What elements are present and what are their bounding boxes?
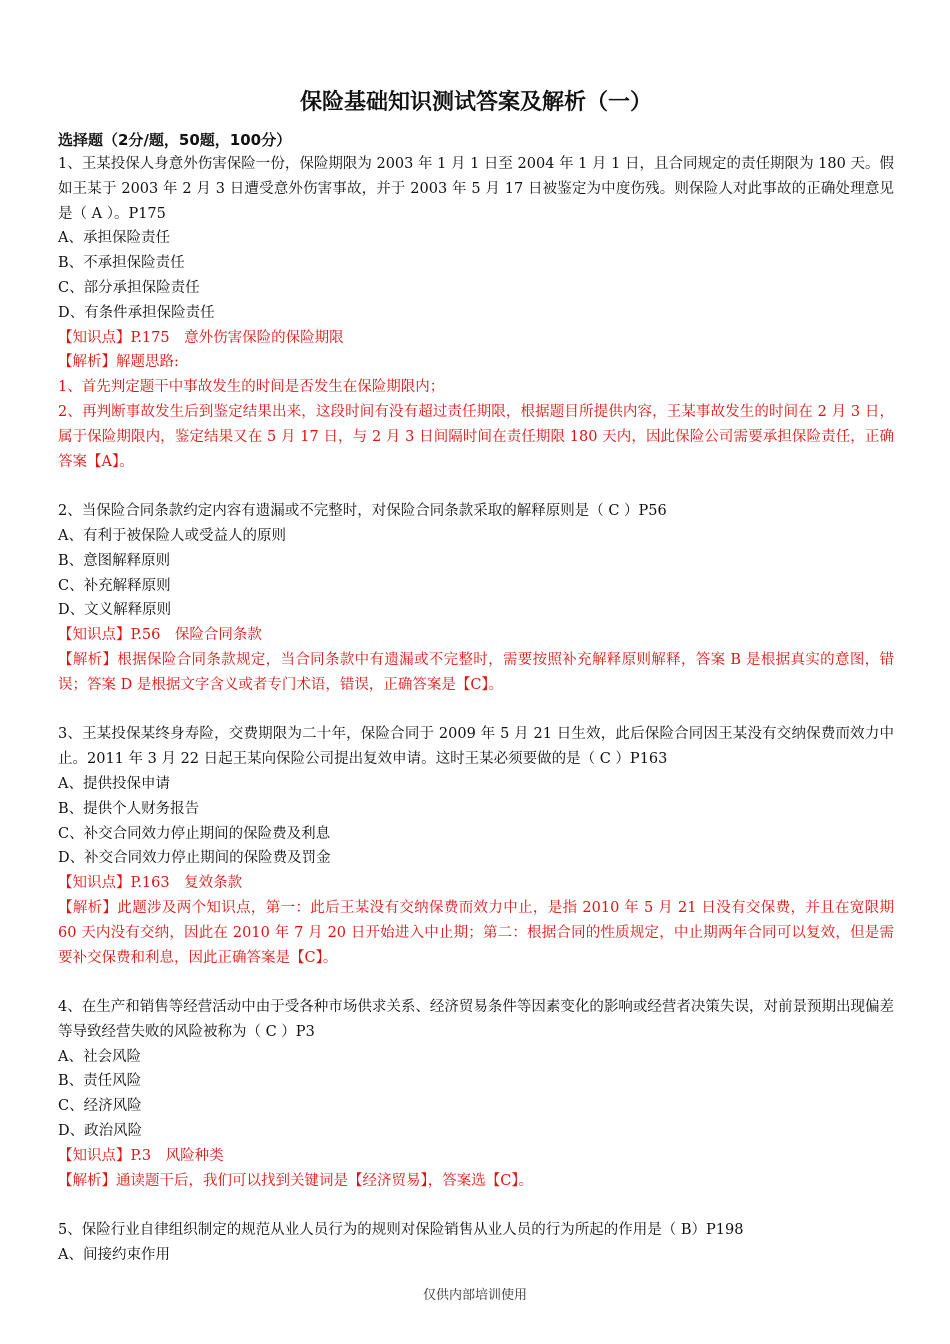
option-b: B、意图解释原则 [58, 552, 171, 569]
question-stem: 1、王某投保人身意外伤害保险一份，保险期限为 2003 年 1 月 1 日至 2004 年 1 月 1 日，且合同规定的责任期限为 180 天。假如王某于 2003 年 2 月 3 日遭受意外伤害事故，并于 2003 年 5 月 17 日被鉴定为中度伤残。则保险人对此事故的正确处理意见是（ A ）。P175 [58, 156, 894, 222]
question-4 [58, 995, 894, 1193]
option-c: C、补交合同效力停止期间的保险费及利息 [58, 825, 331, 842]
option-b: B、提供个人财务报告 [58, 800, 200, 817]
option-d: D、政治风险 [58, 1123, 143, 1140]
question-2 [58, 499, 894, 697]
option-d: D、补交合同效力停止期间的保险费及罚金 [58, 850, 331, 867]
question-3 [58, 722, 894, 970]
question-5 [58, 1218, 894, 1268]
page-title: 保险基础知识测试答案及解析（一） [299, 90, 652, 115]
option-a: A、有利于被保险人或受益人的原则 [58, 527, 286, 544]
option-d: D、有条件承担保险责任 [58, 304, 215, 321]
option-c: C、补充解释原则 [58, 577, 171, 594]
option-b: B、责任风险 [58, 1073, 142, 1090]
option-a: A、提供投保申请 [58, 775, 170, 792]
section-heading: 选择题（2分/题，50题，100分） [58, 131, 292, 149]
knowledge-point: 【知识点】P.163 复效条款 [58, 875, 243, 892]
option-d: D、文义解释原则 [58, 602, 172, 619]
question-stem: 3、王某投保某终身寿险，交费期限为二十年，保险合同于 2009 年 5 月 21 日生效，此后保险合同因王某没有交纳保费而效力中止。2011 年 3 月 22 日起王某向保险公司提出复效申请。这时王某必须要做的是（ C ）P163 [58, 726, 894, 768]
question-stem: 4、在生产和销售等经营活动中由于受各种市场供求关系、经济贸易条件等因素变化的影响或经营者决策失误，对前景预期出现偏差等导致经营失败的风险被称为（ C ）P3 [58, 999, 894, 1040]
option-c: C、部分承担保险责任 [58, 279, 200, 296]
analysis-step-1: 1、首先判定题干中事故发生的时间是否发生在保险期限内； [58, 379, 445, 396]
document-page [58, 88, 894, 1268]
question-1 [58, 152, 894, 474]
option-a: A、间接约束作用 [58, 1247, 170, 1264]
question-stem: 2、当保险合同条款约定内容有遗漏或不完整时，对保险合同条款采取的解释原则是（ C ）P56 [58, 503, 667, 520]
knowledge-point: 【知识点】P.56 保险合同条款 [58, 627, 262, 644]
option-c: C、经济风险 [58, 1098, 142, 1115]
analysis: 【解析】通读题干后，我们可以找到关键词是【经济贸易】，答案选【C】。 [58, 1172, 534, 1189]
option-a: A、社会风险 [58, 1048, 141, 1065]
knowledge-point: 【知识点】P.3 风险种类 [58, 1147, 224, 1164]
knowledge-point: 【知识点】P.175 意外伤害保险的保险期限 [58, 329, 344, 346]
option-a: A、承担保险责任 [58, 230, 170, 247]
analysis: 【解析】根据保险合同条款规定，当合同条款中有遗漏或不完整时，需要按照补充解释原则解释，答案 B 是根据真实的意图，错误；答案 D 是根据文字含义或者专门术语，错误，正确答案是【C】。 [58, 651, 894, 693]
page-footer: 仅供内部培训使用 [422, 1288, 527, 1303]
option-b: B、不承担保险责任 [58, 255, 185, 272]
analysis-heading: 【解析】解题思路: [58, 354, 179, 371]
question-stem: 5、保险行业自律组织制定的规范从业人员行为的规则对保险销售从业人员的行为所起的作用是（ B）P198 [58, 1222, 744, 1239]
analysis-step-2: 2、再判断事故发生后到鉴定结果出来，这段时间有没有超过责任期限，根据题目所提供内容，王某事故发生的时间在 2 月 3 日，属于保险期限内，鉴定结果又在 5 月 17 日，与 2 月 3 日间隔时间在责任期限 180 天内，因此保险公司需要承担保险责任，正确答案【A】。 [58, 403, 894, 470]
analysis: 【解析】此题涉及两个知识点，第一：此后王某没有交纳保费而效力中止，是指 2010 年 5 月 21 日没有交保费，并且在宽限期 60 天内没有交纳，因此在 2010 年 7 月 20 日开始进入中止期；第二：根据合同的性质规定，中止期两年合同可以复效，但是需要补交保费和利息，因此正确答案是【C】。 [58, 899, 894, 966]
